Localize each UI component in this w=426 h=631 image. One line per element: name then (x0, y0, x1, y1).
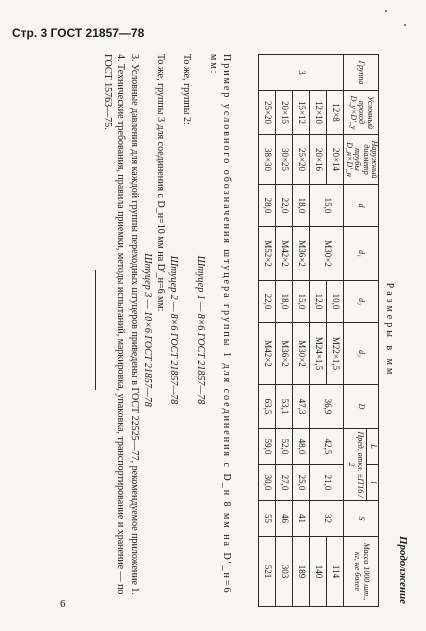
cell-d1: М30×2 (310, 227, 344, 281)
cell-d1: М36×2 (293, 227, 310, 281)
page-header: Стр. 3 ГОСТ 21857—78 (12, 26, 145, 40)
cell-l: 25,0 (293, 465, 310, 501)
cell-d2: 12,0 (310, 281, 327, 323)
cell-S: 46 (276, 501, 293, 537)
cell-l: 30,0 (259, 465, 276, 501)
header-outer-diameter: Наружный диаметр трубы D_н×D'_н (344, 135, 379, 185)
cell-cond: 20×15 (276, 91, 293, 135)
cell-outer: 20×16 (310, 135, 327, 185)
scan-speck (385, 10, 387, 12)
cell-S: 55 (259, 501, 276, 537)
page-number: 6 (60, 598, 66, 610)
cell-outer: 30×25 (276, 135, 293, 185)
note-3: 3. Условные давления для каждой группы переходных штуцеров приведены в ГОСТ 22525—77, рекомендуемое приложение 1. (128, 54, 140, 595)
group3-intro: То же, группы 3 для соединения с D_н=10 мм на D'_н=6 мм: (155, 54, 167, 312)
dimensions-table (258, 54, 379, 607)
header-group: Группа (344, 55, 379, 91)
cell-l: 21,0 (310, 465, 344, 501)
header-mass: Масса 1000 шт., кг, не более (344, 537, 379, 607)
cell-L: 52,0 (276, 429, 293, 465)
cell-mass: 303 (276, 537, 293, 607)
table-row (276, 55, 293, 607)
cell-d: 22,0 (276, 185, 293, 227)
cell-mass: 114 (327, 537, 344, 607)
header-conditional-pass: Условный проход D_y×D'_y (344, 91, 379, 135)
table-row (259, 55, 276, 607)
example-code-1: Штуцер 1 — 8×6 ГОСТ 21857—78 (194, 255, 206, 405)
cell-d2: 18,0 (276, 281, 293, 323)
header-L: L (367, 429, 379, 465)
notes-section (95, 54, 233, 606)
note-4: 4. Технические требования, правила приемки, методы испытаний, маркировка, упаковка, транспортирование и хранение — по ГОСТ 15763—75. (102, 54, 127, 595)
cell-outer: 38×30 (259, 135, 276, 185)
table-row (327, 55, 344, 607)
cell-d2: 15,0 (293, 281, 310, 323)
header-limit-deviation: Пред. откл. ±IT16 / 2 (344, 429, 367, 501)
cell-outer: 25×20 (293, 135, 310, 185)
cell-D: 36,9 (310, 385, 344, 429)
cell-D: 53,1 (276, 385, 293, 429)
cell-d3: М42×2 (259, 323, 276, 385)
cell-outer: 20×14 (327, 135, 344, 185)
example-code-3: Штуцер 3 — 10×6 ГОСТ 21857—78 (141, 253, 153, 407)
cell-S: 32 (310, 501, 344, 537)
cell-d2: 10,0 (327, 281, 344, 323)
cell-D: 47,3 (293, 385, 310, 429)
cell-S: 41 (293, 501, 310, 537)
cell-cond: 12×8 (327, 91, 344, 135)
cell-mass: 521 (259, 537, 276, 607)
example-intro: Пример условного обозначения штуцера группы 1 для соединения с D_н 8 мм на D'_н=6 мм: (207, 54, 232, 595)
cell-d: 15,0 (310, 185, 344, 227)
group2-intro: То же, группы 2: (181, 54, 193, 125)
cell-mass: 140 (310, 537, 327, 607)
end-rule (95, 270, 96, 390)
cell-d: 28,0 (259, 185, 276, 227)
scan-speck (404, 24, 406, 26)
table-row (293, 55, 310, 607)
cell-l: 27,0 (276, 465, 293, 501)
rotated-page-body (27, 54, 409, 606)
header-d: d (344, 185, 379, 227)
header-d2: d₂ (344, 281, 379, 323)
cell-L: 48,0 (293, 429, 310, 465)
cell-L: 42,5 (310, 429, 344, 465)
cell-cond: 12×10 (310, 91, 327, 135)
header-l: l (367, 465, 379, 501)
header-D: D (344, 385, 379, 429)
cell-d1: М52×2 (259, 227, 276, 281)
cell-cond: 15×12 (293, 91, 310, 135)
cell-L: 59,0 (259, 429, 276, 465)
cell-D: 63,5 (259, 385, 276, 429)
cell-d3: М24×1,5 (310, 323, 327, 385)
continuation-label: Продолжение (397, 535, 409, 604)
sizes-title: Размеры в мм (384, 282, 395, 378)
cell-d3: М22×1,5 (327, 323, 344, 385)
cell-d3: М30×2 (293, 323, 310, 385)
cell-mass: 189 (293, 537, 310, 607)
header-d1: d₁ (344, 227, 379, 281)
cell-d2: 22,0 (259, 281, 276, 323)
header-S: S (344, 501, 379, 537)
example-code-2: Штуцер 2 — 8×6 ГОСТ 21857—78 (168, 255, 180, 405)
header-d3: d₃ (344, 323, 379, 385)
cell-cond: 25×20 (259, 91, 276, 135)
group-cell: 3 (259, 55, 344, 91)
cell-d: 18,0 (293, 185, 310, 227)
cell-d1: М42×2 (276, 227, 293, 281)
cell-d3: М36×2 (276, 323, 293, 385)
